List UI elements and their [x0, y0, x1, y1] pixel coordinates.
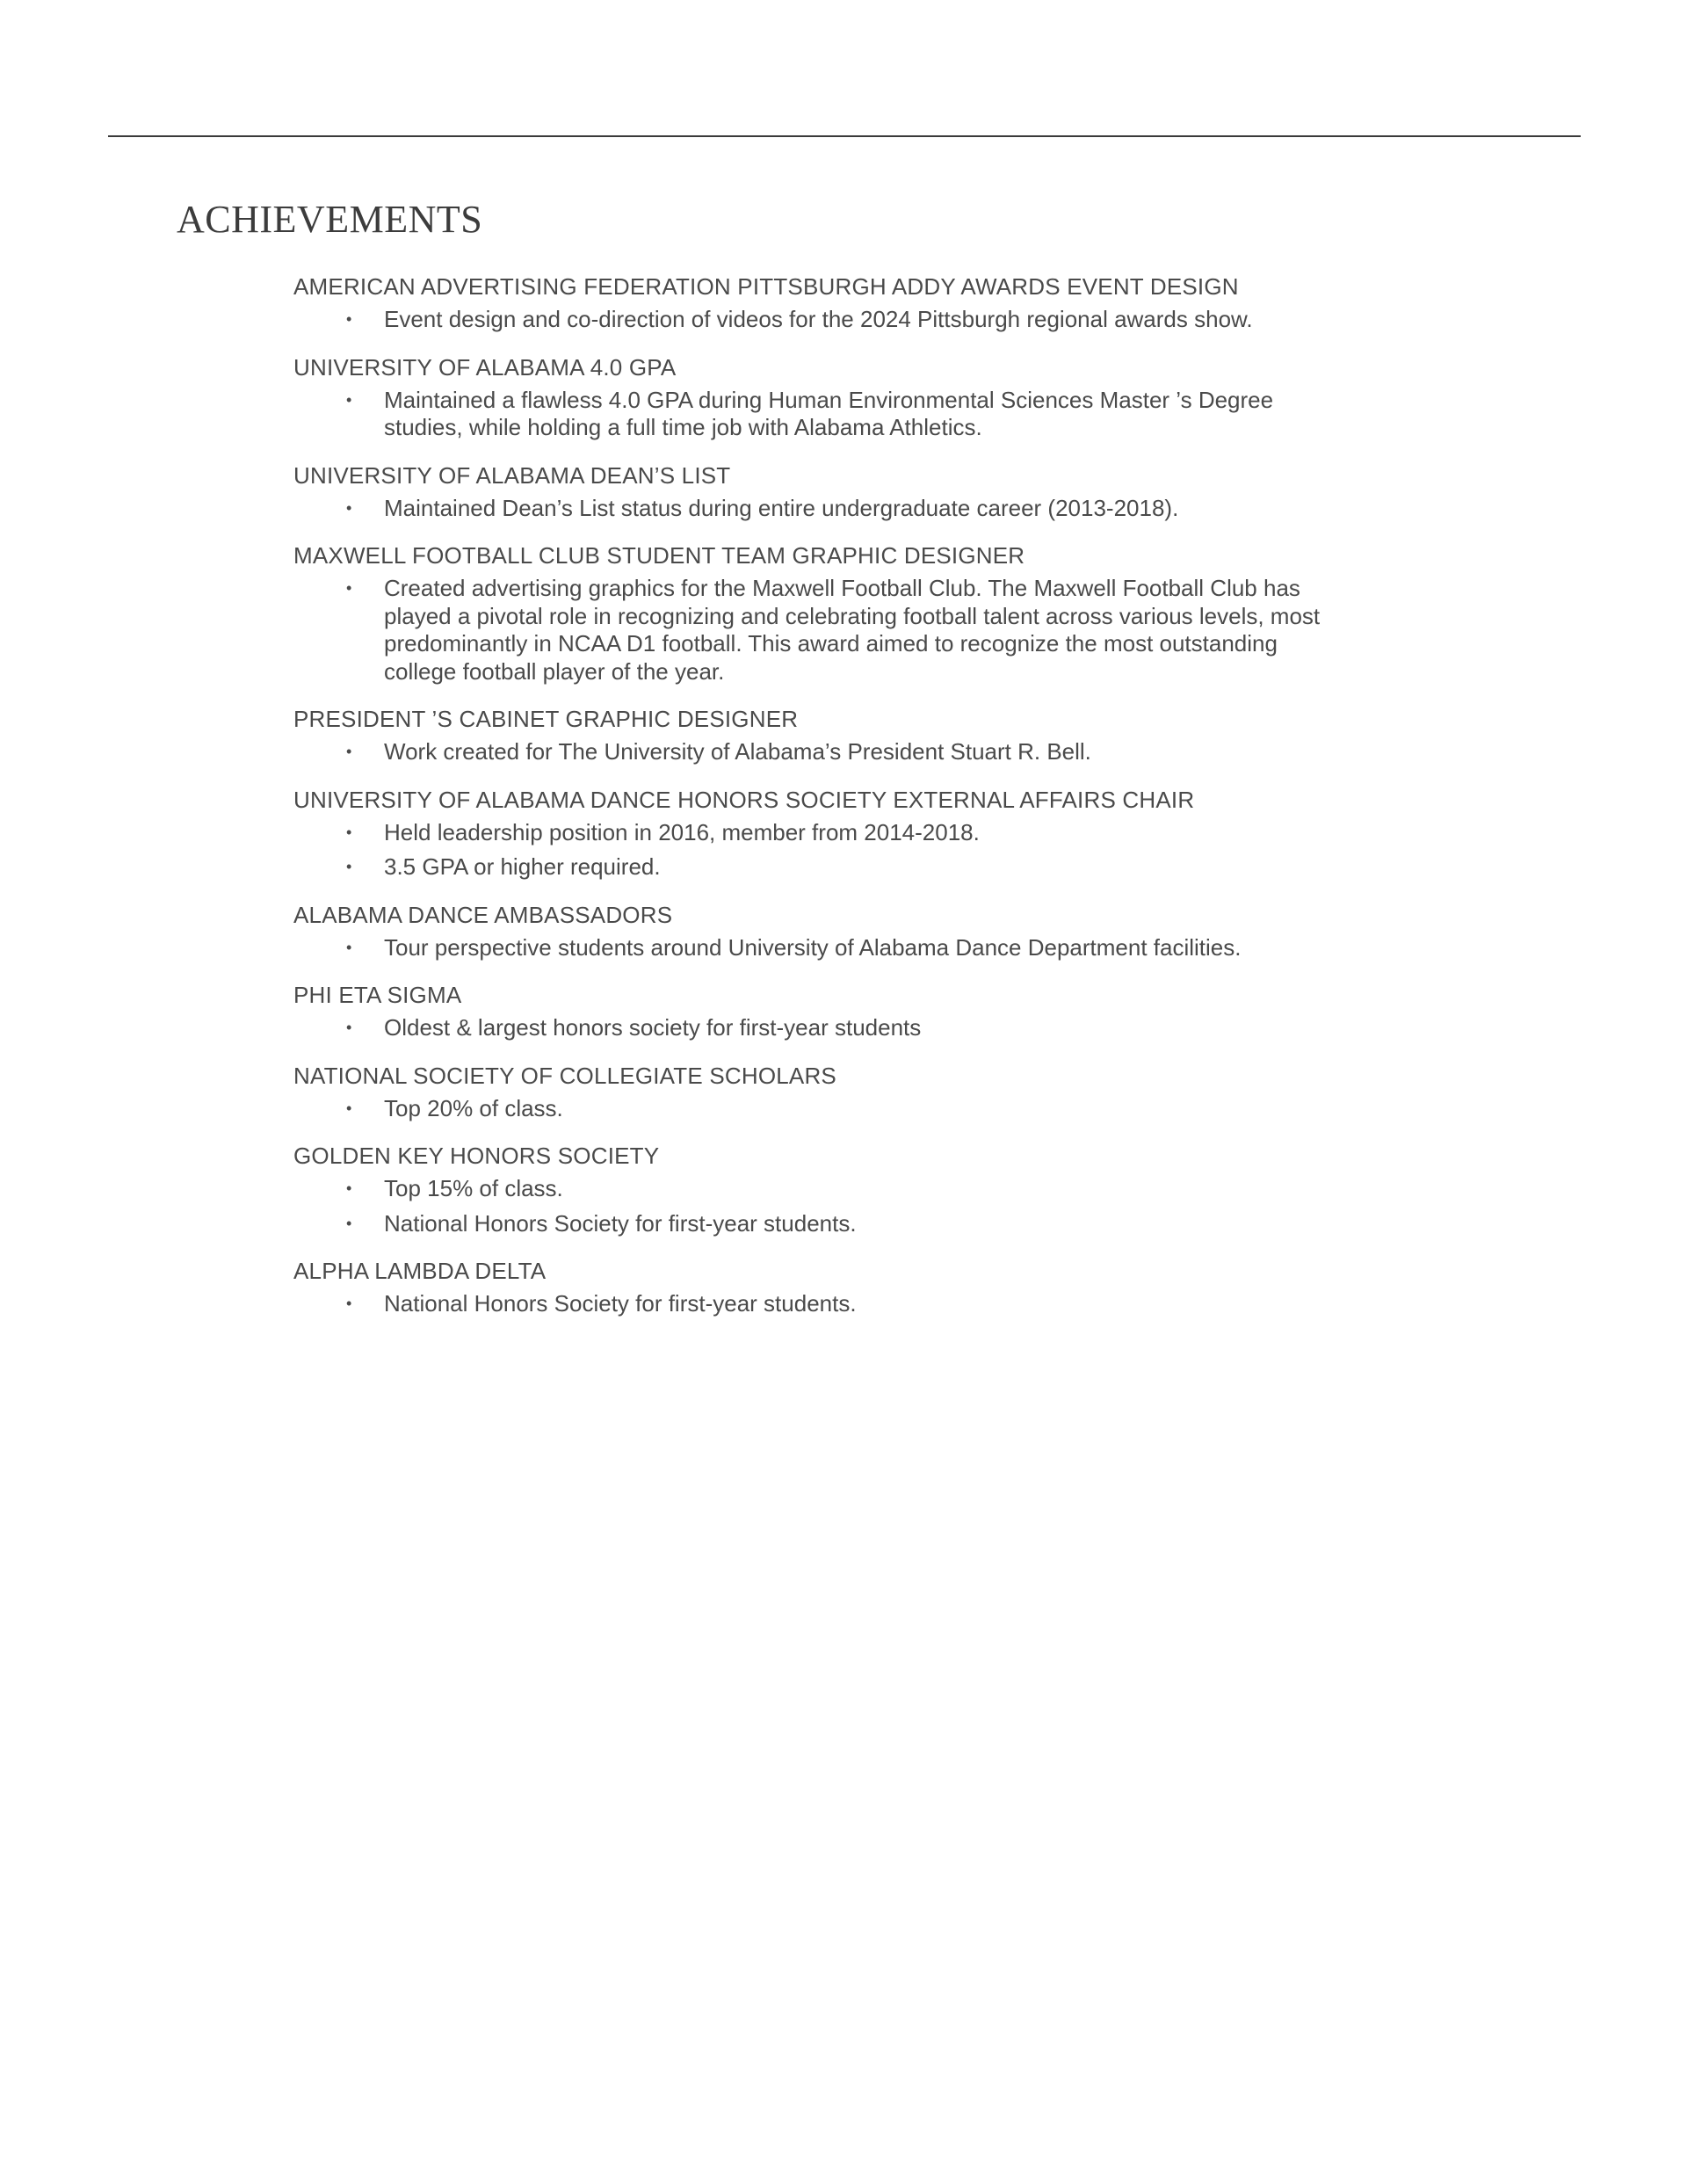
bullet-text: Held leadership position in 2016, member from 2014-2018. [384, 818, 980, 845]
achievement-title: PRESIDENT ’S CABINET GRAPHIC DESIGNER [293, 706, 799, 732]
achievement-title: AMERICAN ADVERTISING FEDERATION PITTSBURGH ADDY AWARDS EVENT DESIGN [293, 273, 1239, 300]
achievement-title: ALPHA LAMBDA DELTA [293, 1258, 547, 1284]
achievement-bullet [293, 934, 1324, 962]
achievement-bullets [293, 1290, 1436, 1318]
achievement-title: NATIONAL SOCIETY OF COLLEGIATE SCHOLARS [293, 1062, 836, 1089]
bullet-marker: • [346, 310, 352, 328]
bullet-text: Tour perspective students around University of Alabama Dance Department facilities. [384, 933, 1242, 961]
achievement-entry [293, 460, 1436, 523]
bullet-text: Created advertising graphics for the Maxwell Football Club. The Maxwell Football Club has played a pivotal role in recognizing and celebrating football talent across various levels, most predominantly in NCAA D1 football. This award aimed to recognize the most outstanding college football player of the year. [384, 575, 1321, 685]
achievements-list [293, 271, 1436, 1336]
achievement-entry [293, 784, 1436, 882]
achievement-bullets [293, 1175, 1436, 1237]
bullet-marker: • [346, 743, 352, 760]
achievement-bullet [293, 306, 1324, 334]
achievement-bullet [293, 1014, 1324, 1042]
achievement-bullets [293, 934, 1436, 962]
achievement-bullets [293, 575, 1436, 686]
achievement-title: GOLDEN KEY HONORS SOCIETY [293, 1143, 660, 1169]
bullet-text: Top 15% of class. [384, 1175, 563, 1201]
bullet-text: Oldest & largest honors society for first-year students [384, 1014, 922, 1041]
bullet-marker: • [346, 1179, 352, 1197]
achievement-title: MAXWELL FOOTBALL CLUB STUDENT TEAM GRAPHIC DESIGNER [293, 542, 1025, 569]
bullet-marker: • [346, 390, 352, 409]
achievement-title: ALABAMA DANCE AMBASSADORS [293, 901, 673, 928]
achievement-entry [293, 1140, 1436, 1237]
achievement-title: UNIVERSITY OF ALABAMA DEAN’S LIST [293, 461, 731, 489]
bullet-text: National Honors Society for first-year students. [384, 1209, 857, 1237]
achievement-bullet [293, 819, 1324, 847]
achievement-entry [293, 1060, 1436, 1123]
bullet-marker: • [346, 938, 352, 956]
achievement-bullet [293, 853, 1324, 882]
achievement-bullets [293, 495, 1436, 523]
bullet-text: Top 20% of class. [384, 1094, 563, 1121]
achievement-bullets [293, 738, 1436, 766]
achievement-bullets [293, 1095, 1436, 1123]
achievement-bullet [293, 387, 1324, 442]
achievement-bullet [293, 1290, 1324, 1318]
achievement-entry [293, 979, 1436, 1042]
achievement-bullets [293, 819, 1436, 882]
bullet-text: National Honors Society for first-year students. [384, 1290, 857, 1317]
achievement-bullet [293, 575, 1324, 686]
achievement-entry [293, 540, 1436, 686]
achievement-bullet [293, 738, 1324, 766]
bullet-marker: • [346, 858, 352, 875]
achievement-entry [293, 352, 1436, 442]
bullet-marker: • [346, 579, 352, 597]
bullet-text: Event design and co-direction of videos for the 2024 Pittsburgh regional awards show. [384, 306, 1253, 332]
bullet-marker: • [346, 1295, 352, 1312]
bullet-marker: • [346, 498, 352, 517]
bullet-marker: • [346, 823, 352, 841]
achievement-title: UNIVERSITY OF ALABAMA 4.0 GPA [293, 353, 677, 381]
bullet-marker: • [346, 1019, 352, 1036]
bullet-text: Maintained a flawless 4.0 GPA during Human Environmental Sciences Master ’s Degree studies, while holding a full time job with Alabama Athletics. [384, 386, 1274, 440]
bullet-text: Work created for The University of Alabama’s President Stuart R. Bell. [384, 738, 1091, 765]
achievement-entry [293, 271, 1436, 334]
section-title: ACHIEVEMENTS [177, 198, 483, 241]
achievement-title: PHI ETA SIGMA [293, 982, 462, 1008]
bullet-text: Maintained Dean’s List status during entire undergraduate career (2013-2018). [384, 494, 1179, 521]
achievement-bullets [293, 306, 1436, 334]
achievement-entry [293, 1255, 1436, 1318]
achievement-bullet [293, 1095, 1324, 1123]
bullet-text: 3.5 GPA or higher required. [384, 853, 661, 880]
bullet-marker: • [346, 1214, 352, 1232]
achievement-bullet [293, 495, 1324, 523]
achievement-bullet [293, 1210, 1324, 1238]
achievement-entry [293, 899, 1436, 962]
achievement-entry [293, 703, 1436, 766]
achievement-title: UNIVERSITY OF ALABAMA DANCE HONORS SOCIETY EXTERNAL AFFAIRS CHAIR [293, 786, 1195, 813]
bullet-marker: • [346, 1099, 352, 1117]
achievement-bullets [293, 1014, 1436, 1042]
achievement-bullets [293, 387, 1436, 442]
achievement-bullet [293, 1175, 1324, 1203]
top-divider [108, 135, 1581, 137]
